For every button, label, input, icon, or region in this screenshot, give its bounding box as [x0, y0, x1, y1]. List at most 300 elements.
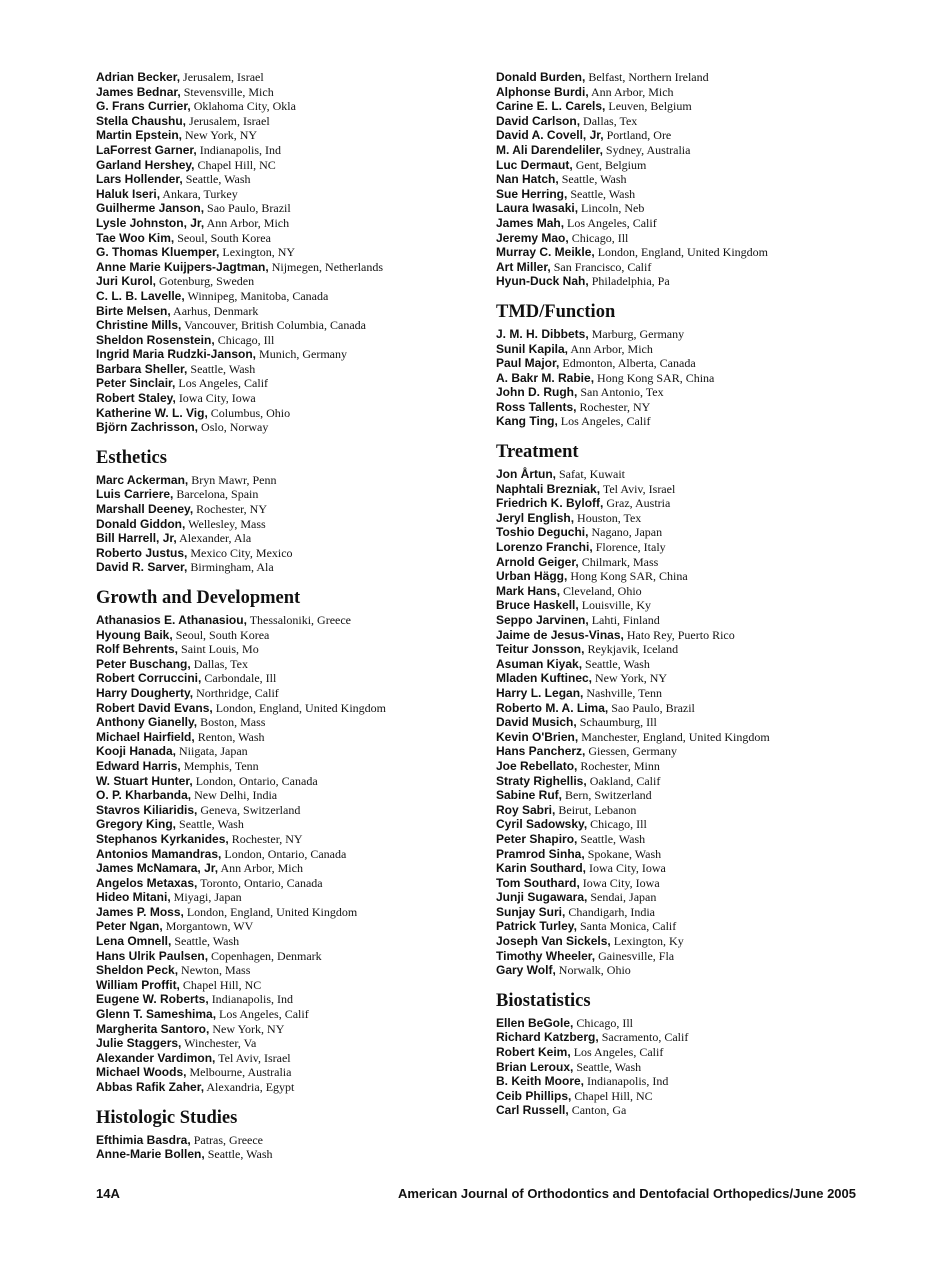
reviewer-entry — [496, 555, 876, 570]
reviewer-location: Iowa City, Iowa — [589, 861, 666, 876]
reviewer-entry — [496, 1016, 876, 1031]
reviewer-name: Paul Major, — [496, 356, 560, 371]
reviewer-entry — [496, 385, 876, 400]
reviewer-location: Cleveland, Ohio — [563, 583, 642, 598]
reviewer-entry — [496, 356, 876, 371]
reviewer-location: Chicago, Ill — [576, 1015, 634, 1030]
reviewer-location: Gotenburg, Sweden — [159, 274, 255, 289]
reviewer-entry — [96, 172, 476, 187]
reviewer-entry — [496, 1103, 876, 1118]
reviewer-location: Ann Arbor, Mich — [206, 215, 290, 230]
reviewer-entry — [96, 231, 476, 246]
reviewer-location: New York, NY — [595, 671, 668, 686]
reviewer-name: Barbara Sheller, — [96, 361, 188, 376]
reviewer-name: Eugene W. Roberts, — [96, 992, 209, 1007]
reviewer-entry — [496, 99, 876, 114]
reviewer-name: G. Frans Currier, — [96, 99, 191, 114]
reviewer-name: James Bednar, — [96, 84, 181, 99]
reviewer-location: Florence, Italy — [595, 540, 666, 555]
reviewer-name: Tae Woo Kim, — [96, 230, 175, 245]
reviewer-location: Gainesville, Fla — [598, 948, 675, 963]
reviewer-name: William Proffit, — [96, 977, 180, 992]
reviewer-location: Melbourne, Australia — [189, 1065, 292, 1080]
reviewer-entry — [96, 318, 476, 333]
reviewer-location: Saint Louis, Mo — [181, 642, 259, 657]
reviewer-entry — [496, 584, 876, 599]
reviewer-name: Mladen Kuftinec, — [496, 671, 593, 686]
reviewer-entry — [496, 642, 876, 657]
reviewer-name: Edward Harris, — [96, 758, 181, 773]
reviewer-location: Patras, Greece — [193, 1132, 263, 1147]
reviewer-entry — [496, 847, 876, 862]
reviewer-entry — [496, 774, 876, 789]
reviewer-name: Ross Tallents, — [496, 399, 577, 414]
reviewer-entry — [96, 890, 476, 905]
reviewer-name: Hans Ulrik Paulsen, — [96, 948, 209, 963]
reviewer-name: Glenn T. Sameshima, — [96, 1007, 217, 1022]
page-footer — [96, 1186, 856, 1201]
reviewer-entry — [96, 560, 476, 575]
reviewer-entry — [96, 245, 476, 260]
reviewer-name: Michael Woods, — [96, 1065, 187, 1080]
reviewer-entry — [96, 759, 476, 774]
reviewer-location: Sao Paulo, Brazil — [611, 700, 695, 715]
reviewer-entry — [496, 569, 876, 584]
reviewer-location: Chapel Hill, NC — [574, 1088, 653, 1103]
reviewer-name: Marshall Deeney, — [96, 502, 194, 517]
reviewer-location: Chapel Hill, NC — [197, 157, 276, 172]
reviewer-entry — [496, 371, 876, 386]
reviewer-name: Lysle Johnston, Jr, — [96, 215, 205, 230]
reviewer-entry — [496, 657, 876, 672]
reviewer-entry — [496, 400, 876, 415]
reviewer-name: Sheldon Rosenstein, — [96, 332, 215, 347]
reviewer-entry — [496, 327, 876, 342]
reviewer-location: Safat, Kuwait — [559, 467, 625, 482]
reviewer-entry — [496, 70, 876, 85]
reviewer-name: James Mah, — [496, 215, 565, 230]
reviewer-entry — [496, 613, 876, 628]
reviewer-name: Harry L. Legan, — [496, 685, 584, 700]
reviewer-entry — [96, 85, 476, 100]
reviewer-name: Björn Zachrisson, — [96, 420, 199, 435]
reviewer-name: A. Bakr M. Rabie, — [496, 370, 595, 385]
section-heading: Esthetics — [96, 447, 167, 468]
reviewer-name: James McNamara, Jr, — [96, 861, 219, 876]
reviewer-name: Antonios Mamandras, — [96, 846, 222, 861]
reviewer-location: Memphis, Tenn — [183, 758, 259, 773]
reviewer-entry — [96, 817, 476, 832]
reviewer-name: Lorenzo Franchi, — [496, 540, 593, 555]
reviewer-entry — [496, 832, 876, 847]
reviewer-entry — [96, 1133, 476, 1148]
reviewer-entry — [496, 231, 876, 246]
reviewer-entry — [496, 861, 876, 876]
reviewer-name: Sabine Ruf, — [496, 788, 563, 803]
reviewer-location: Graz, Austria — [606, 496, 671, 511]
reviewer-entry — [96, 1051, 476, 1066]
reviewer-name: G. Thomas Kluemper, — [96, 245, 220, 260]
reviewer-entry — [96, 788, 476, 803]
reviewer-location: Houston, Tex — [577, 510, 642, 525]
reviewer-location: Jerusalem, Israel — [189, 113, 270, 128]
reviewer-location: Ankara, Turkey — [162, 186, 238, 201]
reviewer-name: David A. Covell, Jr, — [496, 128, 604, 143]
reviewer-location: Alexandria, Egypt — [206, 1080, 295, 1094]
reviewer-location: London, England, United Kingdom — [215, 700, 387, 715]
reviewer-entry — [496, 496, 876, 511]
reviewer-location: Seattle, Wash — [570, 186, 636, 201]
reviewer-name: John D. Rugh, — [496, 385, 578, 400]
reviewer-location: Canton, Ga — [571, 1103, 627, 1118]
reviewer-location: Nashville, Tenn — [586, 685, 662, 700]
reviewer-name: Kang Ting, — [496, 414, 558, 429]
reviewer-entry — [496, 114, 876, 129]
reviewer-location: Ann Arbor, Mich — [591, 84, 674, 99]
reviewer-location: Tel Aviv, Israel — [218, 1050, 291, 1065]
reviewer-entry — [496, 715, 876, 730]
reviewer-location: New York, NY — [212, 1021, 285, 1036]
section-heading: Growth and Development — [96, 588, 301, 608]
reviewer-entry — [96, 114, 476, 129]
reviewer-name: Timothy Wheeler, — [496, 948, 596, 963]
reviewer-entry — [96, 289, 476, 304]
reviewer-name: Hyoung Baik, — [96, 627, 173, 642]
reviewer-name: Garland Hershey, — [96, 157, 195, 172]
reviewer-name: David R. Sarver, — [96, 560, 188, 575]
reviewer-name: Juri Kurol, — [96, 274, 157, 289]
reviewer-name: Jeryl English, — [496, 510, 575, 525]
reviewer-name: Pramrod Sinha, — [496, 846, 585, 861]
reviewer-name: Martin Epstein, — [96, 128, 183, 143]
reviewer-entry — [96, 216, 476, 231]
reviewer-location: Morgantown, WV — [165, 919, 254, 934]
reviewer-location: Ann Arbor, Mich — [220, 861, 303, 876]
reviewer-name: Luis Carriere, — [96, 487, 174, 502]
reviewer-location: Columbus, Ohio — [210, 405, 291, 420]
reviewer-name: Straty Righellis, — [496, 773, 587, 788]
reviewer-name: Roberto M. A. Lima, — [496, 700, 609, 715]
reviewer-location: Indianapolis, Ind — [587, 1074, 669, 1089]
reviewer-entry — [496, 201, 876, 216]
reviewer-location: Geneva, Switzerland — [200, 802, 301, 817]
reviewer-location: Rochester, NY — [231, 831, 303, 846]
reviewer-name: Robert Keim, — [496, 1045, 571, 1060]
reviewer-entry — [496, 905, 876, 920]
page-number: 14A — [96, 1186, 120, 1201]
reviewer-location: Niigata, Japan — [179, 744, 248, 759]
reviewer-entry — [96, 1147, 476, 1162]
reviewer-entry — [496, 511, 876, 526]
reviewer-name: C. L. B. Lavelle, — [96, 288, 185, 303]
reviewer-location: Oklahoma City, Okla — [193, 99, 296, 114]
reviewer-name: Adrian Becker, — [96, 70, 181, 84]
reviewer-entry — [496, 628, 876, 643]
reviewer-location: San Antonio, Tex — [580, 385, 664, 400]
reviewer-name: Jon Årtun, — [496, 467, 556, 482]
reviewer-entry — [96, 730, 476, 745]
reviewer-entry — [96, 715, 476, 730]
reviewer-location: Boston, Mass — [200, 715, 266, 730]
reviewer-location: London, England, United Kingdom — [597, 245, 769, 260]
reviewer-location: Birmingham, Ala — [190, 560, 274, 575]
reviewer-entry — [96, 376, 476, 391]
reviewer-location: Jerusalem, Israel — [183, 70, 264, 84]
reviewer-entry — [96, 420, 476, 435]
section-heading: Biostatistics — [496, 990, 591, 1011]
reviewer-entry — [496, 540, 876, 555]
reviewer-entry — [496, 525, 876, 540]
reviewer-location: Rochester, NY — [579, 399, 651, 414]
reviewer-entry — [96, 406, 476, 421]
reviewer-location: Schaumburg, Ill — [579, 715, 657, 730]
reviewer-location: Bryn Mawr, Penn — [191, 472, 277, 487]
reviewer-location: Northridge, Calif — [196, 685, 279, 700]
reviewer-entry — [96, 304, 476, 319]
reviewer-entry — [496, 949, 876, 964]
reviewer-name: Carine E. L. Carels, — [496, 99, 606, 114]
reviewer-entry — [96, 1007, 476, 1022]
reviewer-name: Kooji Hanada, — [96, 744, 177, 759]
reviewer-entry — [96, 876, 476, 891]
reviewer-name: Art Miller, — [496, 259, 551, 274]
reviewer-name: Richard Katzberg, — [496, 1030, 599, 1045]
reviewer-entry — [96, 546, 476, 561]
reviewer-location: Sacramento, Calif — [601, 1030, 689, 1045]
reviewer-name: Sue Herring, — [496, 186, 568, 201]
reviewer-entry — [96, 391, 476, 406]
reviewer-location: Portland, Ore — [606, 128, 672, 143]
reviewer-name: M. Ali Darendeliler, — [496, 142, 603, 157]
reviewer-name: Birte Melsen, — [96, 303, 171, 318]
reviewer-location: Seoul, South Korea — [177, 230, 271, 245]
reviewer-location: Louisville, Ky — [581, 598, 652, 613]
reviewer-entry — [496, 876, 876, 891]
reviewer-name: Robert Corruccini, — [96, 671, 202, 686]
reviewer-location: New Delhi, India — [194, 788, 278, 803]
reviewer-location: Gent, Belgium — [575, 157, 647, 172]
reviewer-entry — [96, 774, 476, 789]
reviewer-location: Chicago, Ill — [217, 332, 275, 347]
reviewer-name: Sheldon Peck, — [96, 963, 179, 978]
reviewer-entry — [96, 143, 476, 158]
reviewer-entry — [496, 1089, 876, 1104]
reviewer-name: Anne Marie Kuijpers-Jagtman, — [96, 259, 269, 274]
reviewer-location: Chandigarh, India — [568, 904, 656, 919]
reviewer-name: Teitur Jonsson, — [496, 642, 585, 657]
reviewer-location: Chicago, Ill — [571, 230, 629, 245]
reviewer-location: Stevensville, Mich — [183, 84, 274, 99]
reviewer-location: Beirut, Lebanon — [558, 802, 637, 817]
reviewer-location: Los Angeles, Calif — [573, 1045, 664, 1060]
reviewer-location: Dallas, Tex — [193, 656, 248, 671]
reviewer-name: Robert David Evans, — [96, 700, 213, 715]
section-heading: Histologic Studies — [96, 1107, 238, 1128]
reviewer-location: Chilmark, Mass — [581, 554, 659, 569]
reviewer-name: Cyril Sadowsky, — [496, 817, 588, 832]
reviewer-name: David Musich, — [496, 715, 577, 730]
reviewer-name: Joseph Van Sickels, — [496, 934, 611, 949]
reviewer-name: Brian Leroux, — [496, 1059, 574, 1074]
reviewer-name: LaForrest Garner, — [96, 142, 197, 157]
reviewer-entry — [496, 759, 876, 774]
reviewer-location: Seattle, Wash — [190, 361, 256, 376]
reviewer-name: Carl Russell, — [496, 1103, 569, 1118]
reviewer-name: Stella Chaushu, — [96, 113, 187, 128]
reviewer-location: Seattle, Wash — [174, 934, 240, 949]
reviewer-entry — [96, 187, 476, 202]
reviewer-location: Seattle, Wash — [580, 831, 646, 846]
reviewer-entry — [96, 158, 476, 173]
reviewer-location: Edmonton, Alberta, Canada — [562, 356, 696, 371]
reviewer-name: Angelos Metaxas, — [96, 875, 198, 890]
reviewer-entry — [96, 531, 476, 546]
reviewer-location: Copenhagen, Denmark — [211, 948, 322, 963]
reviewer-entry — [96, 347, 476, 362]
reviewer-location: Santa Monica, Calif — [579, 919, 677, 934]
reviewer-entry — [496, 85, 876, 100]
reviewer-name: Julie Staggers, — [96, 1036, 182, 1051]
reviewer-location: Winnipeg, Manitoba, Canada — [187, 288, 329, 303]
reviewer-name: Christine Mills, — [96, 318, 182, 333]
reviewer-name: Anthony Gianelly, — [96, 715, 198, 730]
reviewer-location: Indianapolis, Ind — [211, 992, 294, 1007]
reviewer-name: Alphonse Burdi, — [496, 84, 589, 99]
reviewer-entry — [496, 598, 876, 613]
reviewer-location: Los Angeles, Calif — [567, 215, 657, 230]
reviewer-location: Rochester, Minn — [580, 758, 660, 773]
reviewer-location: Norwalk, Ohio — [558, 963, 631, 978]
reviewer-location: Lincoln, Neb — [581, 201, 645, 216]
reviewer-entry — [96, 671, 476, 686]
reviewer-entry — [96, 686, 476, 701]
reviewer-entry — [96, 333, 476, 348]
reviewer-entry — [496, 919, 876, 934]
reviewer-name: Katherine W. L. Vig, — [96, 405, 208, 420]
reviewer-entry — [496, 143, 876, 158]
reviewer-name: Roberto Justus, — [96, 545, 188, 560]
reviewer-name: Hyun-Duck Nah, — [496, 274, 589, 289]
reviewer-name: Stephanos Kyrkanides, — [96, 831, 229, 846]
reviewer-name: Athanasios E. Athanasiou, — [96, 613, 247, 627]
journal-title: American Journal of Orthodontics and Dentofacial Orthopedics/June 2005 — [398, 1186, 856, 1201]
reviewer-name: J. M. H. Dibbets, — [496, 326, 589, 341]
reviewer-location: Marburg, Germany — [591, 326, 685, 341]
reviewer-entry — [496, 817, 876, 832]
reviewer-location: Dallas, Tex — [583, 113, 638, 128]
reviewer-entry — [96, 487, 476, 502]
reviewer-name: Karin Southard, — [496, 861, 587, 876]
reviewer-name: Donald Giddon, — [96, 516, 186, 531]
reviewer-name: Lars Hollender, — [96, 172, 183, 187]
reviewer-location: Chicago, Ill — [590, 817, 647, 832]
reviewer-location: Barcelona, Spain — [176, 487, 259, 502]
reviewer-location: Seattle, Wash — [207, 1147, 273, 1162]
reviewer-name: Guilherme Janson, — [96, 201, 205, 216]
reviewer-name: David Carlson, — [496, 113, 581, 128]
reviewer-entry — [96, 613, 476, 628]
reviewer-location: Lexington, NY — [222, 245, 296, 260]
section-heading: Treatment — [496, 442, 579, 463]
reviewer-location: San Francisco, Calif — [553, 259, 652, 274]
reviewer-entry — [96, 642, 476, 657]
reviewer-name: Patrick Turley, — [496, 919, 577, 934]
reviewer-location: Seattle, Wash — [585, 656, 650, 671]
reviewer-location: Seattle, Wash — [179, 817, 244, 832]
reviewer-name: Hans Pancherz, — [496, 744, 586, 759]
reviewer-location: Giessen, Germany — [588, 744, 678, 759]
reviewer-name: Ingrid Maria Rudzki-Janson, — [96, 347, 257, 362]
reviewer-location: Hato Rey, Puerto Rico — [626, 627, 735, 642]
reviewer-entry — [96, 628, 476, 643]
reviewer-location: Newton, Mass — [181, 963, 251, 978]
reviewer-entry — [96, 744, 476, 759]
reviewer-name: Murray C. Meikle, — [496, 245, 595, 260]
reviewer-location: Vancouver, British Columbia, Canada — [184, 318, 366, 333]
reviewer-location: Lexington, Ky — [613, 934, 684, 949]
reviewer-entry — [496, 671, 876, 686]
reviewer-entry — [96, 905, 476, 920]
reviewer-name: Peter Sinclair, — [96, 376, 176, 391]
reviewer-entry — [96, 934, 476, 949]
reviewer-name: Bill Harrell, Jr, — [96, 531, 177, 546]
reviewer-location: Hong Kong SAR, China — [597, 370, 715, 385]
reviewer-location: Seattle, Wash — [576, 1059, 642, 1074]
reviewer-name: Haluk Iseri, — [96, 186, 161, 201]
reviewer-location: Miyagi, Japan — [173, 890, 242, 905]
reviewer-name: Roy Sabri, — [496, 802, 556, 817]
reviewer-location: Seoul, South Korea — [175, 627, 270, 642]
reviewer-location: Alexander, Ala — [179, 531, 252, 546]
reviewer-location: Los Angeles, Calif — [219, 1007, 309, 1022]
left-column — [96, 70, 476, 1162]
reviewer-name: Kevin O'Brien, — [496, 729, 579, 744]
reviewer-entry — [96, 701, 476, 716]
reviewer-name: O. P. Kharbanda, — [96, 788, 192, 803]
reviewer-entry — [96, 517, 476, 532]
reviewer-entry — [96, 847, 476, 862]
reviewer-location: Oakland, Calif — [589, 773, 661, 788]
right-column — [496, 70, 876, 1118]
reviewer-name: Margherita Santoro, — [96, 1021, 210, 1036]
reviewer-location: Thessaloniki, Greece — [249, 613, 352, 627]
reviewer-location: Rochester, NY — [196, 502, 267, 517]
reviewer-name: Mark Hans, — [496, 583, 561, 598]
reviewer-entry — [496, 274, 876, 289]
reviewer-name: Hideo Mitani, — [96, 890, 171, 905]
reviewer-name: Bruce Haskell, — [496, 598, 579, 613]
reviewer-entry — [96, 201, 476, 216]
reviewer-entry — [496, 934, 876, 949]
reviewer-entry — [496, 686, 876, 701]
reviewer-name: Seppo Jarvinen, — [496, 613, 589, 627]
reviewer-name: Peter Shapiro, — [496, 831, 578, 846]
reviewer-entry — [496, 803, 876, 818]
reviewer-entry — [496, 342, 876, 357]
reviewer-entry — [96, 70, 476, 85]
reviewer-location: Leuven, Belgium — [608, 99, 692, 114]
reviewer-location: Oslo, Norway — [201, 420, 269, 435]
reviewer-location: Carbondale, Ill — [204, 671, 277, 686]
reviewer-entry — [496, 788, 876, 803]
reviewer-name: Marc Ackerman, — [96, 472, 189, 487]
reviewer-entry — [96, 1065, 476, 1080]
reviewer-location: Mexico City, Mexico — [190, 545, 293, 560]
reviewer-entry — [496, 216, 876, 231]
reviewer-entry — [96, 1080, 476, 1095]
reviewer-entry — [496, 482, 876, 497]
reviewer-name: Junji Sugawara, — [496, 890, 588, 905]
